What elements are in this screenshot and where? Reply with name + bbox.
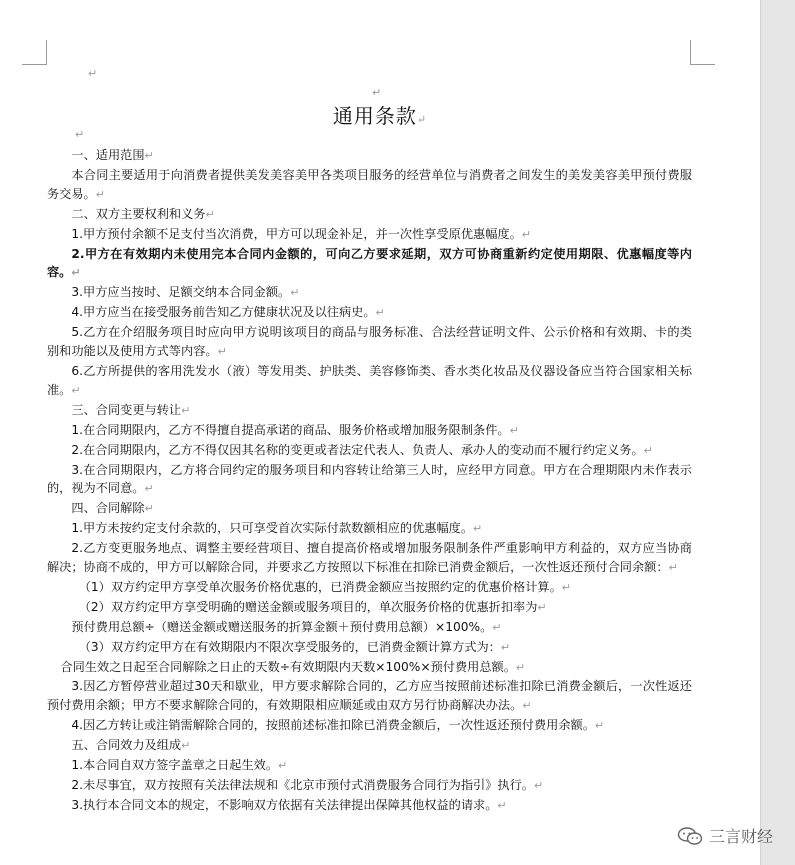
paragraph-mark: [88, 67, 97, 80]
paragraph-text: 1.本合同自双方签字盖章之日起生效。: [71, 758, 279, 773]
paragraph-text: 合同生效之日起至合同解除之日止的天数÷有效期限内天数×100%×预付费用总额。: [60, 659, 516, 674]
paragraph: [47, 362, 692, 401]
paragraph: [47, 756, 692, 776]
paragraph-mark: [537, 601, 546, 614]
paragraph-text: 3.甲方应当按时、足额交纳本合同金额。: [71, 285, 291, 300]
paragraph: [47, 146, 692, 166]
paragraph-text: 五、合同效力及组成: [71, 738, 182, 753]
document-title: 通用条款 ↵: [0, 100, 760, 129]
wechat-icon: [677, 826, 703, 846]
paragraph-mark: [376, 306, 385, 319]
paragraph-mark: [473, 522, 482, 535]
paragraph-text: 6.乙方所提供的客用洗发水（液）等发用类、护肤类、美容修饰类、香水类化妆品及仪器设备应当符合国家相关标准。: [47, 363, 692, 397]
paragraph-text: 4.因乙方转让或注销需解除合同的，按照前述标准扣除已消费金额后，一次性返还预付费用余额。: [71, 718, 595, 733]
paragraph: [47, 539, 692, 578]
vertical-scrollbar[interactable]: [760, 0, 795, 865]
paragraph-text: 四、合同解除: [71, 501, 145, 516]
margin-corner-top-right: [690, 40, 715, 65]
paragraph-mark: [290, 286, 299, 299]
paragraph-text: 本合同主要适用于向消费者提供美发美容美甲各类项目服务的经营单位与消费者之间发生的美发美容美甲预付费服务交易。: [47, 167, 692, 201]
paragraph: [47, 638, 692, 658]
paragraph-text: （3）双方约定甲方在有效期限内不限次享受服务的，已消费金额计算方式为：: [78, 639, 501, 654]
paragraph-mark: [145, 149, 154, 162]
paragraph-text: 预付费用总额÷（赠送金额或赠送服务的折算金额＋预付费用总额）×100%。: [71, 619, 493, 634]
paragraph-text: （2）双方约定甲方享受明确的赠送金额或服务项目的，单次服务价格的优惠折扣率为: [78, 599, 538, 614]
paragraph-mark: [417, 113, 427, 126]
paragraph-mark: [372, 86, 381, 99]
document-body: [47, 146, 692, 816]
paragraph-mark: [181, 404, 190, 417]
paragraph-text: 3.在合同期限内，乙方将合同约定的服务项目和内容转让给第三人时，应经甲方同意。甲方在合理期限内未作表示的，视为不同意。: [47, 462, 692, 496]
paragraph-mark: [669, 561, 678, 574]
paragraph: [47, 499, 692, 519]
paragraph: [47, 618, 692, 638]
paragraph-text: 2.乙方变更服务地点、调整主要经营项目、擅自提高价格或增加服务限制条件严重影响甲方利益的，双方应当协商解决；协商不成的，甲方可以解除合同，并要求乙方按照以下标准在扣除已消费金额后，一次性返还预付合同余额：: [47, 541, 692, 575]
paragraph: [47, 677, 692, 716]
paragraph: [47, 205, 692, 225]
paragraph: [47, 303, 692, 323]
paragraph-mark: [522, 228, 531, 241]
paragraph-mark: [278, 759, 287, 772]
paragraph-text: （1）双方约定甲方享受单次服务价格优惠的，已消费金额应当按照约定的优惠价格计算。: [78, 579, 562, 594]
paragraph: [47, 578, 692, 598]
paragraph-mark: [145, 482, 154, 495]
paragraph-mark: [71, 266, 80, 279]
paragraph: [47, 401, 692, 421]
paragraph-mark: [562, 581, 571, 594]
paragraph-text: 1.甲方未按约定支付余款的，只可享受首次实际付款数额相应的优惠幅度。: [71, 521, 474, 536]
paragraph: [47, 461, 692, 500]
paragraph-mark: [501, 641, 510, 654]
watermark-text: 三言财经: [708, 827, 773, 846]
paragraph-text: 3.执行本合同文本的规定，不影响双方依据有关法律提出保障其他权益的请求。: [71, 797, 498, 812]
paragraph-text: 2.甲方在有效期内未使用完本合同内金额的，可向乙方要求延期，双方可协商重新约定使用期限、优惠幅度等内容。: [47, 246, 692, 280]
watermark: [677, 824, 773, 847]
paragraph-text: 2.未尽事宜，双方按照有关法律法规和《北京市预付式消费服务合同行为指引》执行。: [71, 778, 534, 792]
paragraph: [47, 519, 692, 539]
paragraph-text: 4.甲方应当在接受服务前告知乙方健康状况及以往病史。: [71, 305, 376, 320]
paragraph-mark: [492, 621, 501, 634]
paragraph-mark: [516, 661, 525, 674]
paragraph-mark: [71, 384, 80, 397]
paragraph: [47, 736, 692, 756]
paragraph: [47, 166, 692, 205]
paragraph-text: 2.在合同期限内，乙方不得仅因其名称的变更或者法定代表人、负责人、承办人的变动而不履行约定义务。: [71, 442, 644, 457]
paragraph-text: 二、双方主要权利和义务: [71, 206, 206, 221]
paragraph: [47, 658, 692, 678]
paragraph-text: 1.在合同期限内，乙方不得擅自提高承诺的商品、服务价格或增加服务限制条件。: [71, 422, 510, 437]
paragraph: [47, 421, 692, 441]
paragraph: [47, 716, 692, 736]
paragraph-text: 5.乙方在介绍服务项目时应向甲方说明该项目的商品与服务标准、合法经营证明文件、公示价格和有效期、卡的类别和功能以及使用方式等内容。: [47, 325, 692, 359]
paragraph-mark: [96, 188, 105, 201]
paragraph: [47, 776, 692, 796]
paragraph: [47, 598, 692, 618]
paragraph: [47, 441, 692, 461]
paragraph-mark: [218, 345, 227, 358]
paragraph-mark: [75, 128, 84, 141]
paragraph: [47, 245, 692, 284]
paragraph: [47, 225, 692, 245]
paragraph-mark: [510, 424, 519, 437]
paragraph-mark: [534, 779, 543, 792]
margin-corner-top-left: [22, 40, 47, 65]
paragraph-mark: [644, 444, 653, 457]
paragraph: [47, 323, 692, 362]
paragraph: [47, 796, 692, 816]
paragraph-text: 一、适用范围: [71, 148, 145, 162]
paragraph-mark: [145, 502, 154, 515]
paragraph-mark: [497, 799, 506, 812]
paragraph-mark: [205, 208, 214, 221]
paragraph: [47, 283, 692, 303]
paragraph-mark: [181, 739, 190, 752]
paragraph-mark: [522, 699, 531, 712]
paragraph-text: 三、合同变更与转让: [71, 402, 182, 417]
paragraph-mark: [595, 719, 604, 732]
paragraph-text: 1.甲方预付余额不足支付当次消费，甲方可以现金补足，并一次性享受原优惠幅度。: [71, 226, 522, 241]
paragraph-text: 3.因乙方暂停营业超过30天和歇业，甲方要求解除合同的，乙方应当按照前述标准扣除已消费金额后，一次性返还预付费用余额；甲方不要求解除合同的，有效期限相应顺延或由双方另行协商解决办法。: [47, 679, 692, 713]
